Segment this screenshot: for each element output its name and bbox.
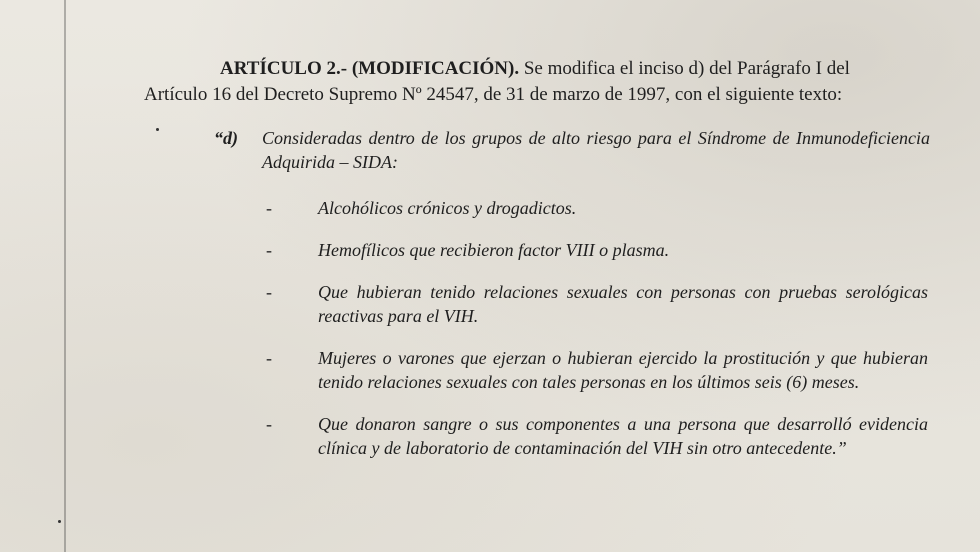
list-bullet: - (266, 240, 272, 260)
inciso-label: “d) (214, 128, 238, 148)
list-item (262, 238, 928, 262)
list-item-text: Que donaron sangre o sus componentes a una persona que desarrolló evidencia clínica y de laboratorio de contaminación del VIH sin otro antecedente.” (318, 414, 928, 458)
ink-speck (156, 128, 159, 131)
list-bullet: - (266, 282, 272, 302)
list-item (262, 412, 928, 460)
list-item-text: Hemofílicos que recibieron factor VIII o plasma. (318, 240, 670, 260)
list-bullet: - (266, 414, 272, 434)
risk-group-list (262, 196, 928, 478)
list-item (262, 346, 928, 394)
quoted-inciso (214, 126, 930, 174)
ink-speck (58, 520, 61, 523)
list-bullet: - (266, 348, 272, 368)
list-item (262, 280, 928, 328)
article-paragraph (144, 56, 944, 108)
list-item-text: Mujeres o varones que ejerzan o hubieran ejercido la prostitución y que hubieran tenido relaciones sexuales con tales personas en los últimos seis (6) meses. (318, 348, 928, 392)
article-heading: ARTÍCULO 2.- (MODIFICACIÓN). (220, 58, 520, 79)
list-item-text: Alcohólicos crónicos y drogadictos. (318, 198, 577, 218)
margin-line (64, 0, 66, 552)
list-bullet: - (266, 198, 272, 218)
inciso-text: Consideradas dentro de los grupos de alto riesgo para el Síndrome de Inmunodeficiencia Adquirida – SIDA: (262, 128, 930, 172)
article-body-line1: Se modifica el inciso d) del Parágrafo I del (519, 58, 850, 79)
list-item (262, 196, 928, 220)
list-item-text: Que hubieran tenido relaciones sexuales con personas con pruebas serológicas reactivas para el VIH. (318, 282, 928, 326)
article-body-line2: Artículo 16 del Decreto Supremo Nº 24547, de 31 de marzo de 1997, con el siguiente texto: (144, 84, 843, 105)
